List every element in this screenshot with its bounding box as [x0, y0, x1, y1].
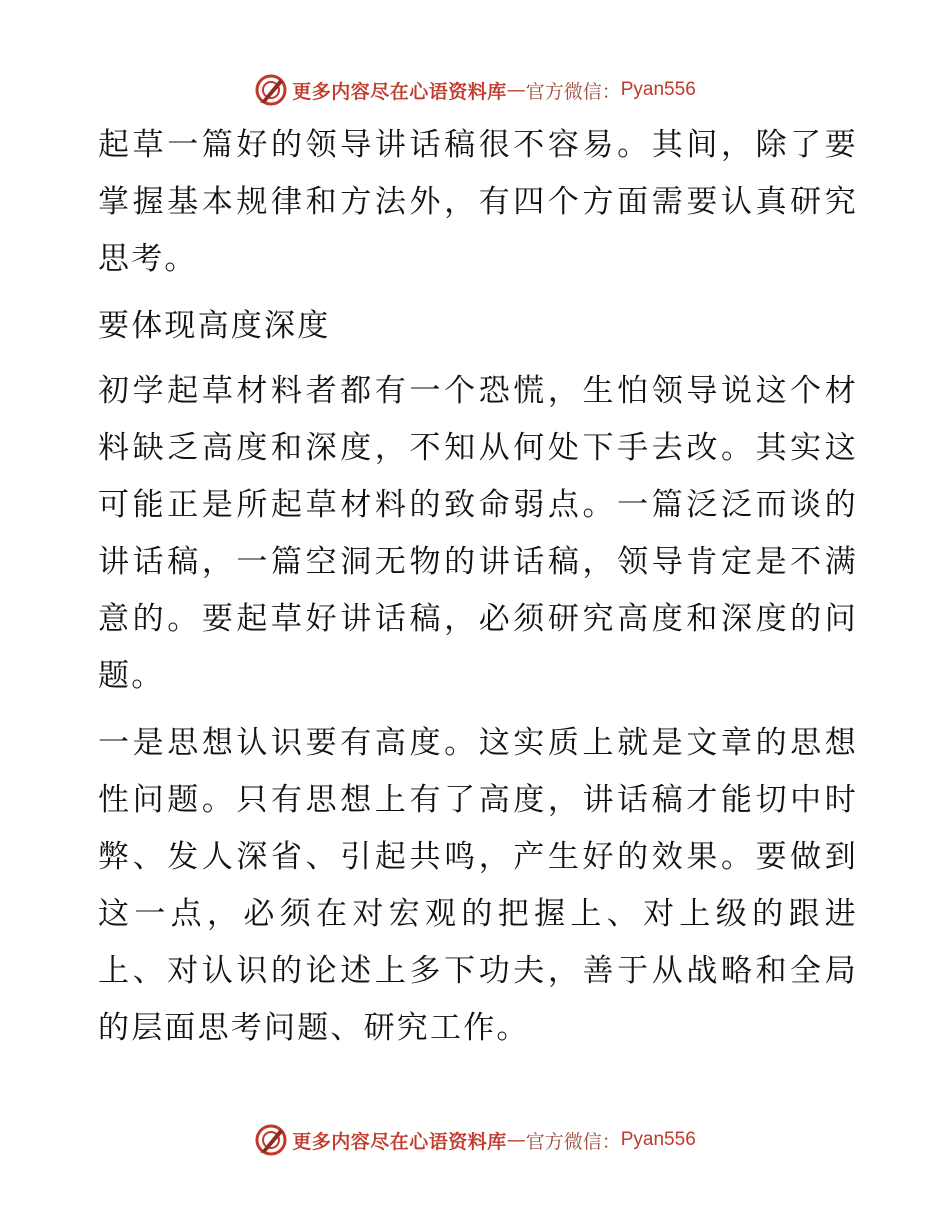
- paragraph-body-2: 一是思想认识要有高度。这实质上就是文章的思想性问题。只有思想上有了高度，讲话稿才能切中时弊、发人深省、引起共鸣，产生好的效果。要做到这一点，必须在对宏观的把握上、对上级的跟进上、对认识的论述上多下功夫，善于从战略和全局的层面思考问题、研究工作。: [98, 725, 858, 1046]
- footer-banner: [0, 1120, 950, 1160]
- banner-wechat-label: 官方微信：: [525, 80, 621, 103]
- paragraph-body-1: 初学起草材料者都有一个恐慌，生怕领导说这个材料缺乏高度和深度，不知从何处下手去改。其实这可能正是所起草材料的致命弱点。一篇泛泛而谈的讲话稿，一篇空洞无物的讲话稿，领导肯定是不满意的。要起草好讲话稿，必须研究高度和深度的问题。: [98, 373, 858, 694]
- banner-main-text: 更多内容尽在心语资料库: [292, 1130, 507, 1153]
- banner-wechat-label: 官方微信：: [525, 1130, 621, 1153]
- banner-dash: —: [506, 79, 526, 101]
- banner-wechat-id: Pyan556: [620, 79, 696, 100]
- header-banner: [0, 70, 950, 110]
- quill-logo-icon: [254, 1123, 288, 1157]
- section-heading: 要体现高度深度: [98, 308, 331, 344]
- quill-logo-icon: [254, 73, 288, 107]
- document-body: [98, 117, 858, 1067]
- banner-wechat-id: Pyan556: [620, 1129, 696, 1150]
- banner-main-text: 更多内容尽在心语资料库: [292, 80, 507, 103]
- banner-dash: —: [506, 1129, 526, 1151]
- paragraph-intro: 起草一篇好的领导讲话稿很不容易。其间，除了要掌握基本规律和方法外，有四个方面需要认真研究思考。: [98, 127, 858, 277]
